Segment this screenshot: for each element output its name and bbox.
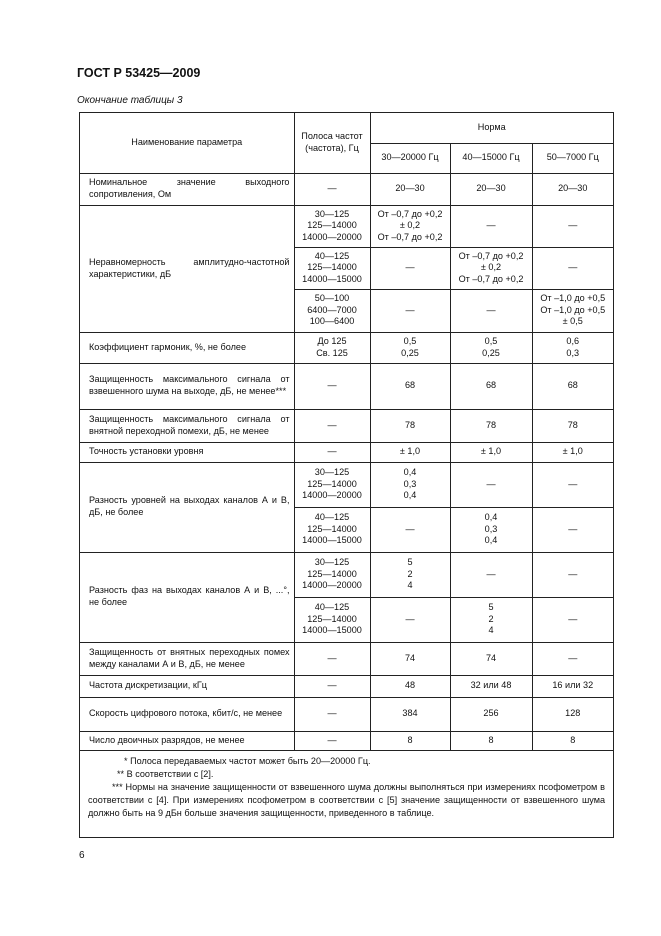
value-cell: 74: [450, 642, 532, 675]
table-row: [80, 409, 613, 442]
table-row: [80, 205, 613, 247]
band-cell: —: [294, 675, 370, 697]
value-cell: 20—30: [370, 173, 450, 205]
standard-header: ГОСТ Р 53425—2009: [77, 66, 201, 80]
value-cell: —: [532, 462, 613, 507]
table-frame: [79, 112, 614, 838]
value-cell: —: [450, 462, 532, 507]
value-cell: ± 1,0: [532, 442, 613, 462]
param-name: Скорость цифрового потока, кбит/с, не менее: [80, 697, 294, 731]
band-cell: —: [294, 442, 370, 462]
specs-table: [80, 113, 613, 751]
param-name: Коэффициент гармоник, %, не более: [80, 332, 294, 363]
value-cell: 8: [532, 731, 613, 750]
value-cell: —: [370, 289, 450, 332]
value-cell: 68: [532, 363, 613, 409]
value-cell: —: [532, 642, 613, 675]
value-cell: 384: [370, 697, 450, 731]
band-cell: 50—100 6400—7000 100—6400: [294, 289, 370, 332]
param-name: Разность уровней на выходах каналов А и В, дБ, не более: [80, 462, 294, 552]
value-cell: 8: [370, 731, 450, 750]
header-band: Полоса частот (частота), Гц: [294, 113, 370, 173]
band-cell: 40—125 125—14000 14000—15000: [294, 597, 370, 642]
value-cell: 32 или 48: [450, 675, 532, 697]
param-name: Число двоичных разрядов, не менее: [80, 731, 294, 750]
band-cell: —: [294, 409, 370, 442]
band-cell: —: [294, 642, 370, 675]
value-cell: 74: [370, 642, 450, 675]
header-50-7000: 50—7000 Гц: [532, 143, 613, 173]
band-cell: 30—125 125—14000 14000—20000: [294, 462, 370, 507]
param-name: Частота дискретизации, кГц: [80, 675, 294, 697]
value-cell: 5 2 4: [450, 597, 532, 642]
value-cell: —: [532, 597, 613, 642]
value-cell: —: [450, 205, 532, 247]
value-cell: От –0,7 до +0,2 ± 0,2 От –0,7 до +0,2: [450, 247, 532, 289]
value-cell: От –0,7 до +0,2 ± 0,2 От –0,7 до +0,2: [370, 205, 450, 247]
value-cell: —: [370, 597, 450, 642]
value-cell: 0,5 0,25: [450, 332, 532, 363]
band-cell: 40—125 125—14000 14000—15000: [294, 507, 370, 552]
value-cell: 0,4 0,3 0,4: [450, 507, 532, 552]
value-cell: 8: [450, 731, 532, 750]
table-row: [80, 697, 613, 731]
value-cell: 0,4 0,3 0,4: [370, 462, 450, 507]
value-cell: 128: [532, 697, 613, 731]
header-param: Наименование параметра: [80, 113, 294, 173]
value-cell: —: [450, 289, 532, 332]
value-cell: 20—30: [532, 173, 613, 205]
footnote: *** Нормы на значение защищенности от взвешенного шума должны выполняться при измерениях псофометром в соответствии с [4]. При измерениях псофометром в соответствии с [5] значение защищенности от взвешенного шума должно быть на 9 дБн больше значения защищенности, приведенного в таблице.: [88, 781, 605, 818]
value-cell: 0,6 0,3: [532, 332, 613, 363]
value-cell: ± 1,0: [450, 442, 532, 462]
value-cell: 68: [450, 363, 532, 409]
table-row: [80, 442, 613, 462]
band-cell: 40—125 125—14000 14000—15000: [294, 247, 370, 289]
band-cell: —: [294, 363, 370, 409]
header-norm: Норма: [370, 113, 613, 143]
param-name: Защищенность максимального сигнала от взвешенного шума на выходе, дБ, не менее***: [80, 363, 294, 409]
param-name: Номинальное значение выходного сопротивления, Ом: [80, 173, 294, 205]
value-cell: 78: [370, 409, 450, 442]
footnote: ** В соответствии с [2].: [117, 768, 214, 779]
value-cell: 5 2 4: [370, 552, 450, 597]
band-cell: —: [294, 173, 370, 205]
value-cell: —: [370, 247, 450, 289]
value-cell: —: [370, 507, 450, 552]
value-cell: 16 или 32: [532, 675, 613, 697]
param-name: Защищенность максимального сигнала от внятной переходной помехи, дБ, не менее: [80, 409, 294, 442]
band-cell: —: [294, 731, 370, 750]
page-number: 6: [79, 850, 85, 861]
param-name: Защищенность от внятных переходных помех между каналами А и В, дБ, не менее: [80, 642, 294, 675]
table-row: [80, 363, 613, 409]
table-row: [80, 332, 613, 363]
value-cell: 20—30: [450, 173, 532, 205]
value-cell: ± 1,0: [370, 442, 450, 462]
param-name: Разность фаз на выходах каналов А и В, ...°, не более: [80, 552, 294, 642]
band-cell: —: [294, 697, 370, 731]
table-footnotes: [80, 751, 613, 820]
header-30-20000: 30—20000 Гц: [370, 143, 450, 173]
value-cell: —: [532, 205, 613, 247]
value-cell: —: [532, 507, 613, 552]
band-cell: 30—125 125—14000 14000—20000: [294, 205, 370, 247]
value-cell: —: [532, 552, 613, 597]
value-cell: —: [532, 247, 613, 289]
value-cell: 78: [450, 409, 532, 442]
table-row: [80, 552, 613, 597]
value-cell: —: [450, 552, 532, 597]
value-cell: 68: [370, 363, 450, 409]
value-cell: От –1,0 до +0,5 От –1,0 до +0,5 ± 0,5: [532, 289, 613, 332]
value-cell: 256: [450, 697, 532, 731]
table-row: [80, 173, 613, 205]
table-caption: Окончание таблицы 3: [77, 95, 183, 106]
table-row: [80, 642, 613, 675]
value-cell: 0,5 0,25: [370, 332, 450, 363]
param-name: Точность установки уровня: [80, 442, 294, 462]
band-cell: 30—125 125—14000 14000—20000: [294, 552, 370, 597]
value-cell: 48: [370, 675, 450, 697]
value-cell: 78: [532, 409, 613, 442]
table-row: [80, 675, 613, 697]
header-40-15000: 40—15000 Гц: [450, 143, 532, 173]
table-row: [80, 731, 613, 750]
param-name: Неравномерность амплитудно-частотной характеристики, дБ: [80, 205, 294, 332]
band-cell: До 125 Св. 125: [294, 332, 370, 363]
table-row: [80, 462, 613, 507]
footnote: * Полоса передаваемых частот может быть 20—20000 Гц.: [124, 755, 371, 766]
